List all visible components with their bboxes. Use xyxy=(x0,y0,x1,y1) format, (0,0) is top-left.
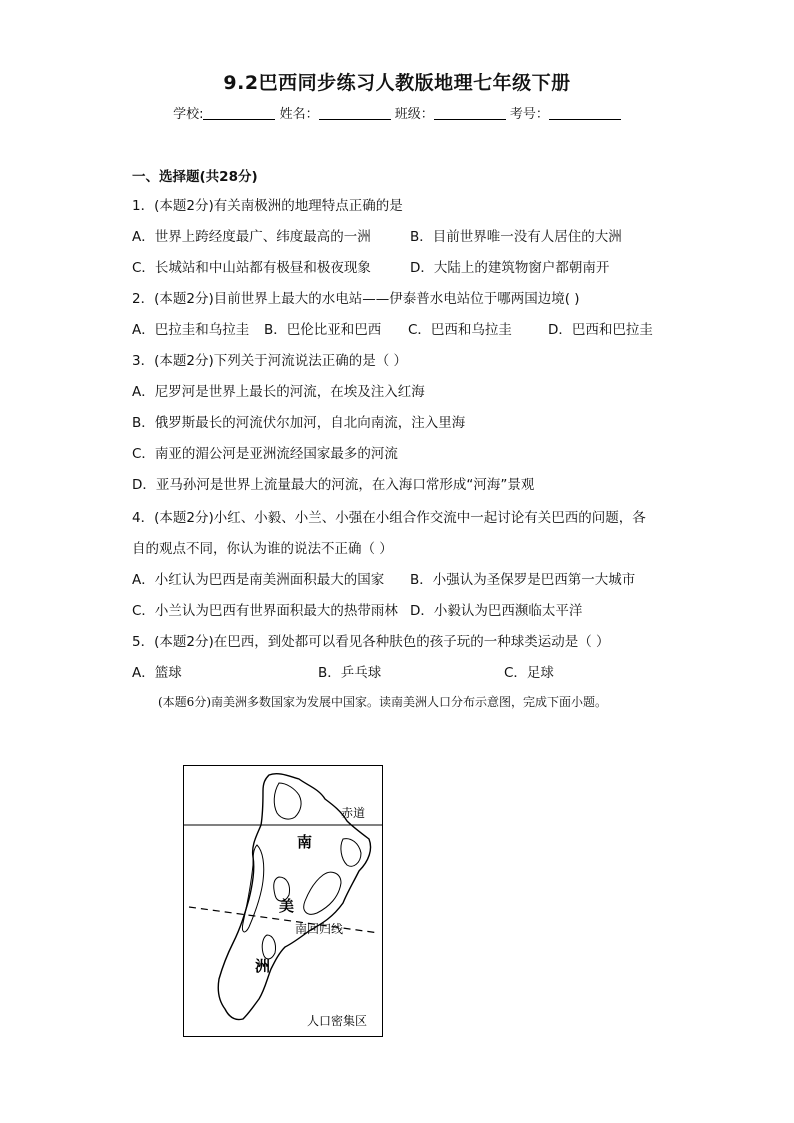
question-1-stem: 1．(本题2分)有关南极洲的地理特点正确的是 xyxy=(132,198,403,214)
question-4-option-d: D．小毅认为巴西濒临太平洋 xyxy=(410,603,583,619)
question-3-stem: 3．(本题2分)下列关于河流说法正确的是（ ） xyxy=(132,353,408,369)
question-4-option-a: A．小红认为巴西是南美洲面积最大的国家 xyxy=(132,572,385,588)
question-2-option-c: C．巴西和乌拉圭 xyxy=(408,322,512,338)
question-1-option-d: D．大陆上的建筑物窗户都朝南开 xyxy=(410,260,610,276)
question-3-option-a: A．尼罗河是世界上最长的河流，在埃及注入红海 xyxy=(132,384,425,400)
question-1-option-a: A．世界上跨经度最广、纬度最高的一洲 xyxy=(132,229,371,245)
question-3-option-b: B．俄罗斯最长的河流伏尔加河，自北向南流，注入里海 xyxy=(132,415,466,431)
school-label: 学校: xyxy=(173,107,204,122)
page-title: 9.2巴西同步练习人教版地理七年级下册 xyxy=(223,72,571,94)
question-5-option-a: A．篮球 xyxy=(132,665,182,681)
question-2-option-a: A．巴拉圭和乌拉圭 xyxy=(132,322,250,338)
south-america-population-map xyxy=(183,765,383,1037)
question-2-option-b: B．巴伦比亚和巴西 xyxy=(264,322,382,338)
question-5-stem: 5．(本题2分)在巴西，到处都可以看见各种肤色的孩子玩的一种球类运动是（ ） xyxy=(132,634,610,650)
name-blank[interactable] xyxy=(319,107,391,120)
legend-label: 人口密集区 xyxy=(307,1014,368,1028)
class-label: 班级： xyxy=(394,107,434,122)
map-char-zhou: 洲 xyxy=(255,957,271,975)
question-4-option-b: B．小强认为圣保罗是巴西第一大城市 xyxy=(410,572,636,588)
question-2-option-d: D．巴西和巴拉圭 xyxy=(548,322,653,338)
question-4-option-c: C．小兰认为巴西有世界面积最大的热带雨林 xyxy=(132,603,398,619)
school-blank[interactable] xyxy=(203,107,275,120)
question-3-option-d: D．亚马孙河是世界上流量最大的河流，在入海口常形成“河海”景观 xyxy=(132,477,535,493)
section-heading: 一、选择题(共28分) xyxy=(132,169,258,185)
reading-passage: (本题6分)南美洲多数国家为发展中国家。读南美洲人口分布示意图，完成下面小题。 xyxy=(158,695,608,709)
question-1-option-b: B．目前世界唯一没有人居住的大洲 xyxy=(410,229,622,245)
name-label: 姓名： xyxy=(279,107,319,122)
student-info-row xyxy=(0,103,794,122)
question-5-option-c: C．足球 xyxy=(504,665,554,681)
exam-no-blank[interactable] xyxy=(549,107,621,120)
map-char-mei: 美 xyxy=(279,897,295,915)
question-4-stem-line2: 自的观点不同，你认为谁的说法不正确（ ） xyxy=(132,541,393,557)
exam-no-label: 考号： xyxy=(509,107,549,122)
equator-label: 赤道 xyxy=(341,806,366,820)
question-3-option-c: C．南亚的湄公河是亚洲流经国家最多的河流 xyxy=(132,446,398,462)
question-4-stem-line1: 4．(本题2分)小红、小毅、小兰、小强在小组合作交流中一起讨论有关巴西的问题，各 xyxy=(132,510,646,526)
question-2-stem: 2．(本题2分)目前世界上最大的水电站——伊泰普水电站位于哪两国边境( ) xyxy=(132,291,580,307)
question-5-option-b: B．乒乓球 xyxy=(318,665,382,681)
question-1-option-c: C．长城站和中山站都有极昼和极夜现象 xyxy=(132,260,371,276)
class-blank[interactable] xyxy=(434,107,506,120)
map-char-nan: 南 xyxy=(297,833,313,851)
tropic-label: 南回归线 xyxy=(295,922,344,936)
